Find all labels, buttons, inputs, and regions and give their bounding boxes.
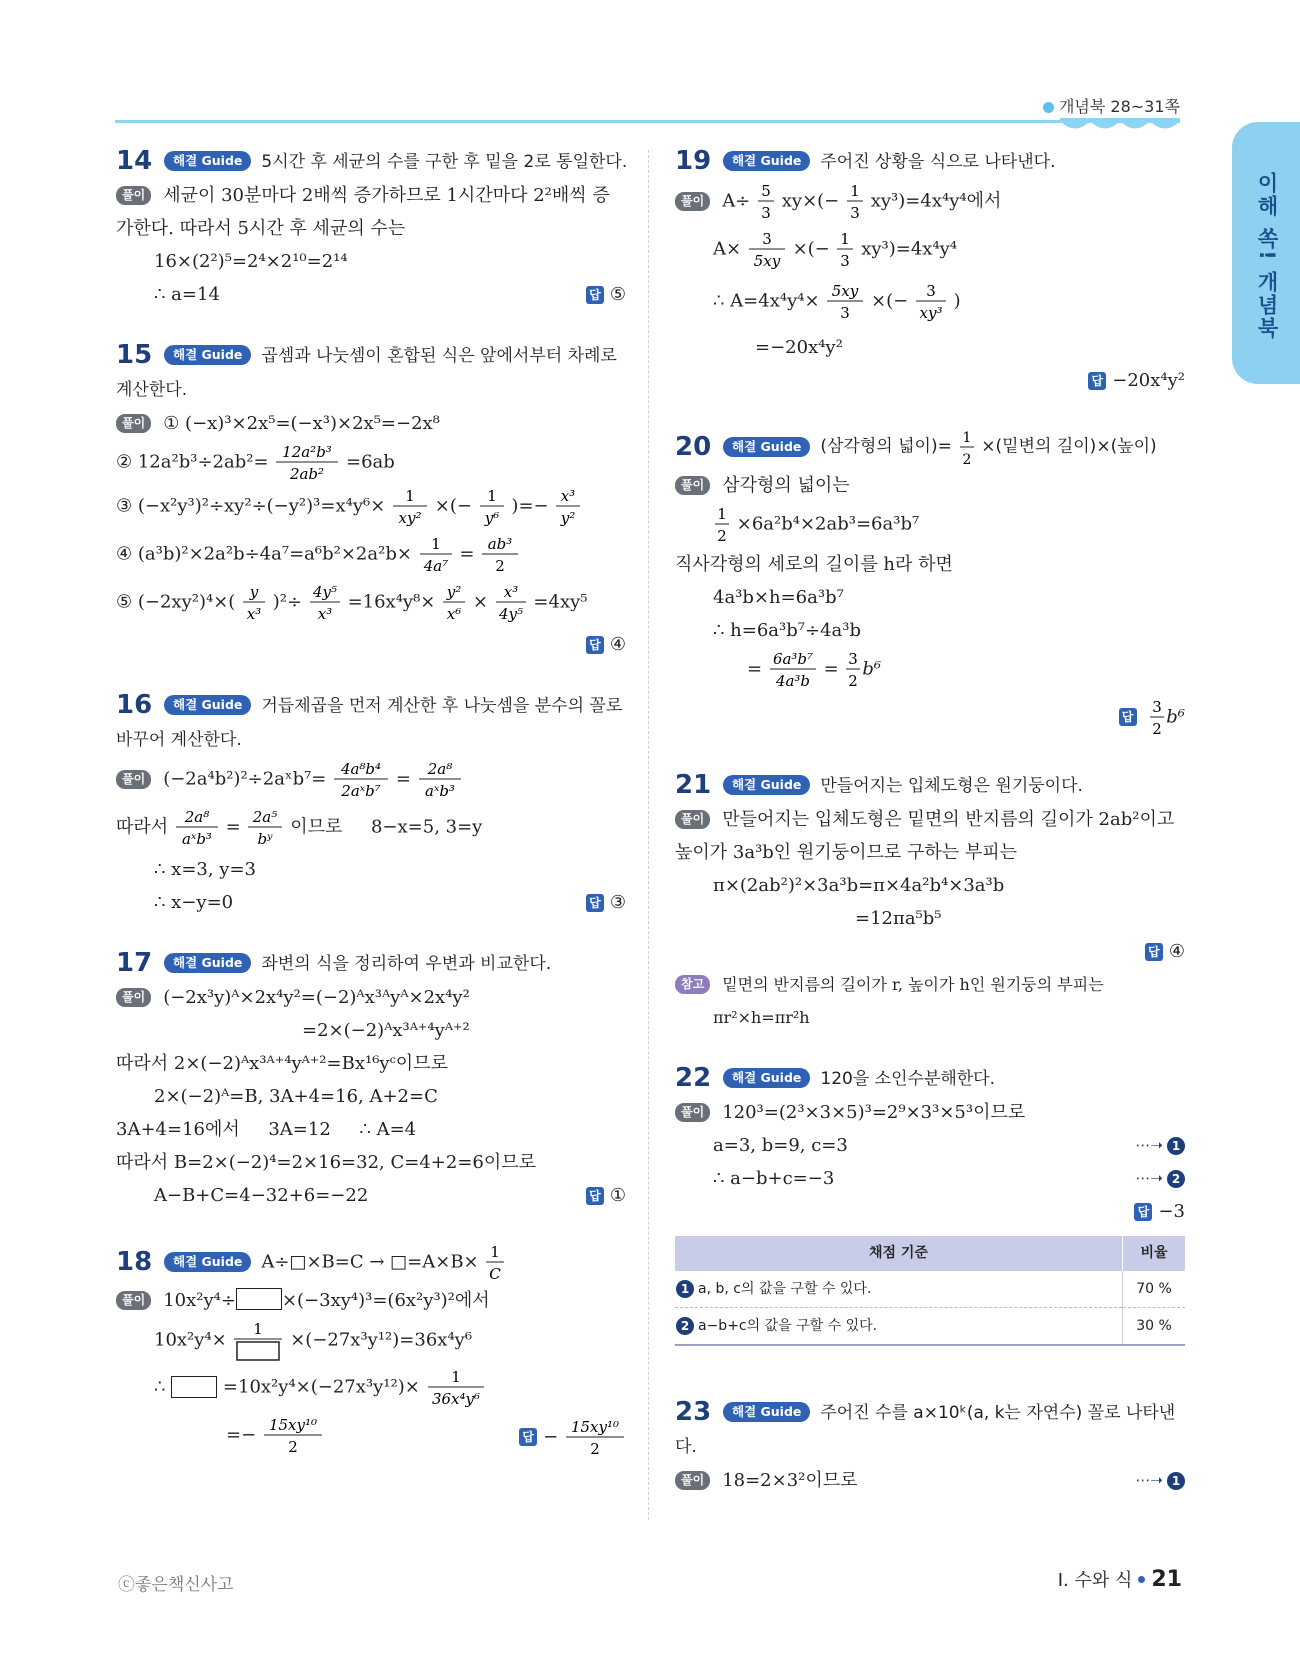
- guide-text: A÷□×B=C → □=A×B×: [261, 1251, 479, 1273]
- answer: 답 −3: [1134, 1195, 1185, 1228]
- fraction: [332, 757, 390, 801]
- guide-badge: 해결 Guide: [164, 151, 251, 171]
- solution-line: (−2a⁴b²)²÷2aˣb⁷=: [163, 768, 327, 790]
- page-footer: [1058, 1566, 1182, 1592]
- note-line: πr²×h=πr²h: [713, 1008, 810, 1027]
- solution-line: 따라서 2×(−2)ᴬx³ᴬ⁺⁴yᴬ⁺²=Bx¹⁶yᶜ이므로: [116, 1053, 448, 1074]
- answer-badge: 답: [519, 1428, 537, 1446]
- problem-21: [675, 769, 1185, 1034]
- solution-line: =6ab: [346, 451, 395, 473]
- solution-badge: 풀이: [675, 810, 710, 829]
- problem-14: [116, 145, 626, 311]
- svg-text:12a²b³: 12a²b³: [282, 443, 333, 461]
- solution-line: ×(−: [871, 290, 909, 312]
- solution-line: ③ (−x²y³)²÷xy²÷(−y²)³=x⁴y⁶×: [116, 495, 386, 517]
- svg-text:4a³b: 4a³b: [775, 672, 810, 690]
- fraction: [418, 532, 454, 576]
- svg-text:1: 1: [450, 1368, 461, 1386]
- svg-text:1: 1: [840, 230, 851, 248]
- svg-text:2a⁵: 2a⁵: [253, 808, 278, 826]
- solution-line: ×6a²b⁴×2ab³=6a³b⁷: [736, 513, 920, 535]
- guide-text: 거듭제곱을 먼저 계산한 후 나눗셈을 분수의 꼴로 바꾸어 계산한다.: [116, 696, 623, 750]
- svg-text:2ab²: 2ab²: [290, 465, 325, 483]
- solution-line: =: [823, 658, 839, 680]
- guide-badge: 해결 Guide: [164, 695, 251, 715]
- fraction: [835, 227, 855, 271]
- side-tab: [1232, 122, 1300, 384]
- fraction: [747, 227, 787, 271]
- svg-text:1: 1: [253, 1320, 264, 1338]
- svg-text:3: 3: [762, 230, 772, 248]
- solution-badge: 풀이: [675, 476, 710, 495]
- problem-number: 18: [116, 1246, 153, 1277]
- fraction: [825, 279, 865, 323]
- problem-number: 23: [675, 1397, 712, 1427]
- fraction: [274, 440, 340, 484]
- note-line: 밑면의 반지름의 길이가 r, 높이가 h인 원기둥의 부피는: [722, 975, 1104, 994]
- guide-text: 곱셈과 나눗셈이 혼합된 식은 앞에서부터 차례로 계산한다.: [116, 346, 617, 400]
- guide-text: 만들어지는 입체도형은 원기둥이다.: [820, 776, 1083, 796]
- grading-table: [675, 1236, 1185, 1346]
- solution-line: ∴ h=6a³b⁷÷4a³b: [713, 620, 861, 641]
- bullet-icon: [1138, 1576, 1145, 1583]
- solution-line: ×(−: [792, 238, 830, 260]
- solution-badge: 풀이: [675, 1103, 710, 1122]
- solution-line: =: [459, 543, 475, 565]
- svg-text:y: y: [249, 583, 259, 601]
- solution-line: ∴ x−y=0: [154, 892, 234, 913]
- solution-line: A×: [713, 238, 742, 260]
- svg-text:5xy: 5xy: [753, 252, 781, 270]
- step-marker: ⋯➝ 2: [1135, 1162, 1185, 1195]
- fraction: [845, 179, 865, 223]
- guide-text: (삼각형의 넓이)=: [820, 436, 952, 457]
- solution-badge: 풀이: [675, 192, 710, 211]
- fraction: [426, 1365, 486, 1409]
- answer-badge: 답: [586, 1187, 604, 1205]
- guide-badge: 해결 Guide: [723, 775, 810, 795]
- solution-line: 10x²y⁴×: [154, 1329, 227, 1351]
- guide-badge: 해결 Guide: [723, 1402, 810, 1422]
- svg-text:y²: y²: [561, 509, 576, 527]
- answer: 답 ③: [586, 886, 626, 919]
- solution-line: 18=2×3²이므로: [722, 1470, 858, 1491]
- step-marker: ⋯➝ 1: [1135, 1464, 1185, 1497]
- svg-text:1: 1: [717, 505, 727, 523]
- svg-text:4a⁸b⁴: 4a⁸b⁴: [341, 760, 382, 778]
- solution-line: 직사각형의 세로의 길이를 h라 하면: [675, 554, 953, 575]
- solution-line: 2×(−2)ᴬ=B, 3A+4=16, A+2=C: [154, 1086, 438, 1107]
- svg-text:3: 3: [850, 204, 860, 222]
- fraction: [174, 805, 220, 849]
- publisher: ⓒ좋은책신사고: [118, 1575, 234, 1595]
- solution-line: ): [953, 290, 961, 312]
- fraction: [441, 580, 467, 624]
- problem-number: 19: [675, 146, 712, 176]
- solution-badge: 풀이: [116, 770, 151, 789]
- svg-text:2: 2: [717, 527, 727, 545]
- problem-number: 21: [675, 770, 712, 800]
- fraction: [1148, 695, 1166, 739]
- fraction: [713, 502, 731, 546]
- svg-text:xy³: xy³: [919, 304, 943, 322]
- problem-number: 22: [675, 1063, 712, 1093]
- wave-decoration-icon: [1060, 118, 1180, 136]
- solution-line: 4a³b×h=6a³b⁷: [713, 587, 844, 608]
- problem-19: [675, 145, 1185, 397]
- solution-line: ×(−27x³y¹²)=36x⁴y⁶: [290, 1329, 473, 1351]
- solution-line: =2×(−2)ᴬx³ᴬ⁺⁴yᴬ⁺²: [302, 1020, 470, 1041]
- svg-text:xy²: xy²: [398, 509, 422, 527]
- table-cell: 30 %: [1123, 1308, 1186, 1346]
- solution-line: 따라서 B=2×(−2)⁴=2×16=32, C=4+2=6이므로: [116, 1152, 537, 1173]
- solution-line: )=−: [511, 495, 549, 517]
- svg-text:5: 5: [761, 182, 771, 200]
- svg-text:x³: x³: [246, 605, 262, 623]
- solution-line: A−B+C=4−32+6=−22: [154, 1185, 369, 1206]
- guide-text: 좌변의 식을 정리하여 우변과 비교한다.: [261, 954, 552, 974]
- answer: 답 ⑤: [586, 278, 626, 311]
- solution-line: =4xy⁵: [533, 591, 588, 613]
- guide-text: 주어진 수를 a×10ᵏ(a, k는 자연수) 꼴로 나타낸다.: [675, 1403, 1176, 1457]
- answer: 답 ①: [586, 1179, 626, 1212]
- svg-text:1: 1: [962, 430, 972, 446]
- solution-line: =10x²y⁴×(−27x³y¹²)×: [222, 1376, 420, 1398]
- solution-line: 이므로 8−x=5, 3=y: [290, 816, 483, 838]
- table-row: 1 a, b, c의 값을 구할 수 있다. 70 %: [675, 1271, 1185, 1308]
- table-header: 채점 기준: [675, 1236, 1123, 1271]
- answer-badge: 답: [586, 894, 604, 912]
- solution-line: =−: [226, 1424, 257, 1446]
- blank-box: [171, 1376, 217, 1398]
- solution-line: b⁶: [862, 658, 882, 680]
- solution-line: ④ (a³b)²×2a²b÷4a⁷=a⁶b²×2a²b×: [116, 543, 412, 565]
- problem-16: [116, 689, 626, 919]
- problem-22: [675, 1062, 1185, 1346]
- fraction: [308, 580, 342, 624]
- solution-line: ∴ a=14: [154, 284, 220, 305]
- solution-line: =: [225, 816, 241, 838]
- table-cell: 70 %: [1123, 1271, 1186, 1308]
- page-number: 21: [1151, 1567, 1182, 1592]
- solution-line: ∴ x=3, y=3: [154, 859, 257, 880]
- answer-badge: 답: [586, 636, 604, 654]
- guide-text: 120을 소인수분해한다.: [820, 1069, 996, 1089]
- blank-box: [236, 1288, 282, 1310]
- fraction: [844, 647, 862, 691]
- solution-line: ② 12a²b³÷2ab²=: [116, 451, 269, 473]
- fraction: [241, 580, 267, 624]
- svg-text:2: 2: [1152, 720, 1163, 738]
- problem-number: 15: [116, 340, 153, 370]
- svg-text:3: 3: [840, 304, 851, 322]
- section-title: Ⅰ. 수와 식: [1057, 1570, 1133, 1591]
- solution-line: =16x⁴y⁸×: [347, 591, 436, 613]
- svg-text:3: 3: [848, 650, 859, 668]
- solution-line: 3A+4=16에서 3A=12 ∴ A=4: [116, 1119, 417, 1140]
- solution-badge: 풀이: [116, 186, 151, 205]
- page-header: [115, 88, 1180, 148]
- solution-line: )²÷: [272, 591, 303, 613]
- guide-badge: 해결 Guide: [723, 1068, 810, 1088]
- problem-23: [675, 1396, 1185, 1497]
- guide-badge: 해결 Guide: [723, 151, 810, 171]
- svg-text:4a⁷: 4a⁷: [423, 557, 448, 575]
- solution-line: xy³)=4x⁴y⁴: [861, 238, 958, 260]
- answer: 답 ④: [1145, 935, 1185, 968]
- svg-text:3: 3: [840, 252, 851, 270]
- right-column: [675, 145, 1185, 1525]
- svg-text:x³: x³: [561, 487, 576, 505]
- answer: 답 3 2 b⁶: [1119, 695, 1185, 739]
- answer-badge: 답: [1088, 372, 1106, 390]
- page-reference: 개념북 28~31쪽: [1043, 94, 1180, 117]
- svg-text:1: 1: [486, 487, 497, 505]
- svg-text:bʸ: bʸ: [258, 830, 273, 848]
- solution-line: =: [747, 658, 763, 680]
- answer-badge: 답: [1119, 708, 1137, 726]
- svg-text:y²: y²: [446, 583, 462, 601]
- solution-line: π×(2ab²)²×3a³b=π×4a²b⁴×3a³b: [713, 875, 1005, 896]
- svg-text:36x⁴y⁶: 36x⁴y⁶: [431, 1390, 480, 1408]
- svg-text:2: 2: [288, 1438, 298, 1456]
- problem-18: [116, 1240, 626, 1461]
- solution-line: 10x²y⁴÷: [163, 1290, 236, 1311]
- svg-text:3: 3: [1152, 698, 1163, 716]
- svg-text:5xy: 5xy: [832, 282, 859, 300]
- fraction: [417, 757, 463, 801]
- solution-line: ⑤ (−2xy²)⁴×(: [116, 591, 236, 613]
- reference-badge: 참고: [675, 975, 710, 994]
- solution-line: 삼각형의 넓이는: [722, 475, 850, 496]
- svg-text:2a⁸: 2a⁸: [184, 808, 210, 826]
- fraction: [756, 179, 776, 223]
- svg-text:aˣb³: aˣb³: [181, 830, 212, 848]
- left-column: [116, 145, 626, 1489]
- guide-badge: 해결 Guide: [164, 953, 251, 973]
- fraction: [391, 484, 429, 528]
- fraction: [262, 1413, 324, 1457]
- header-rule: [115, 120, 1180, 123]
- svg-text:4y⁵: 4y⁵: [498, 605, 523, 623]
- fraction: [246, 805, 284, 849]
- solution-line: (−2x³y)ᴬ×2x⁴y²=(−2)ᴬx³ᴬyᴬ×2x⁴y²: [163, 987, 470, 1008]
- svg-text:15xy¹⁰: 15xy¹⁰: [570, 1418, 620, 1436]
- fraction: [554, 484, 582, 528]
- guide-text: ×(밑변의 길이)×(높이): [981, 436, 1157, 457]
- solution-line: =: [395, 768, 411, 790]
- solution-line: xy³)=4x⁴y⁴에서: [870, 190, 1002, 212]
- svg-text:x³: x³: [317, 605, 333, 623]
- solution-badge: 풀이: [116, 1291, 151, 1310]
- answer-badge: 답: [1134, 1203, 1152, 1221]
- svg-text:x³: x³: [503, 583, 518, 601]
- svg-text:x⁶: x⁶: [446, 605, 462, 623]
- svg-text:2: 2: [962, 452, 972, 468]
- answer: 답 − 15xy¹⁰ 2: [519, 1415, 626, 1459]
- svg-text:2: 2: [495, 557, 506, 575]
- solution-line: ×(−3xy⁴)³=(6x²y³)²에서: [281, 1290, 490, 1311]
- svg-text:6a³b⁷: 6a³b⁷: [772, 650, 813, 668]
- svg-text:ab³: ab³: [487, 535, 513, 553]
- fraction: [478, 484, 506, 528]
- svg-text:y⁶: y⁶: [484, 509, 499, 527]
- fraction: [564, 1415, 626, 1459]
- table-header: 비율: [1123, 1236, 1186, 1271]
- solution-line: 세균이 30분마다 2배씩 증가하므로 1시간마다 2²배씩 증가한다. 따라서 5시간 후 세균의 수는: [116, 185, 610, 239]
- solution-line: ×(−: [434, 495, 472, 517]
- svg-text:3: 3: [926, 282, 936, 300]
- svg-text:2: 2: [590, 1440, 600, 1458]
- svg-text:C: C: [489, 1265, 502, 1283]
- problem-20: [675, 425, 1185, 741]
- step-marker: ⋯➝ 1: [1135, 1129, 1185, 1162]
- problem-number: 17: [116, 948, 153, 978]
- problem-number: 20: [675, 431, 712, 462]
- answer: 답 ④: [586, 628, 626, 661]
- solution-line: 만들어지는 입체도형은 밑면의 반지름의 길이가 2ab²이고 높이가 3a³b인 원기둥이므로 구하는 부피는: [675, 809, 1175, 863]
- svg-text:aˣb³: aˣb³: [424, 782, 455, 800]
- solution-line: 120³=(2³×3×5)³=2⁹×3³×5³이므로: [722, 1102, 1026, 1123]
- solution-badge: 풀이: [116, 988, 151, 1007]
- table-cell: a−b+c의 값을 구할 수 있다.: [698, 1318, 878, 1334]
- svg-text:1: 1: [850, 182, 860, 200]
- fraction: [914, 279, 948, 323]
- svg-text:2a⁸: 2a⁸: [427, 760, 452, 778]
- solution-line: a=3, b=9, c=3: [713, 1135, 848, 1156]
- guide-text: 주어진 상황을 식으로 나타낸다.: [820, 152, 1056, 172]
- side-tab-label: 이해 쏙! 개념북: [1255, 172, 1279, 341]
- svg-text:15xy¹⁰: 15xy¹⁰: [268, 1416, 317, 1434]
- solution-line: ×: [472, 591, 488, 613]
- svg-text:2: 2: [848, 672, 859, 690]
- table-cell: a, b, c의 값을 구할 수 있다.: [698, 1281, 872, 1297]
- problem-number: 14: [116, 146, 153, 176]
- solution-line: A÷: [722, 190, 751, 212]
- svg-text:2aˣb⁷: 2aˣb⁷: [341, 782, 381, 800]
- svg-text:1: 1: [405, 487, 415, 505]
- column-divider: [648, 150, 649, 1520]
- problem-number: 16: [116, 690, 153, 720]
- bullet-icon: [1043, 102, 1054, 113]
- solution-line: ∴ a−b+c=−3: [713, 1168, 835, 1189]
- svg-text:1: 1: [430, 535, 441, 553]
- guide-badge: 해결 Guide: [164, 1252, 251, 1272]
- fraction: [232, 1317, 284, 1363]
- fraction: [484, 1240, 506, 1284]
- solution-line: ∴: [154, 1376, 166, 1398]
- fraction: [958, 425, 976, 469]
- fraction: [494, 580, 528, 624]
- solution-badge: 풀이: [675, 1471, 710, 1490]
- guide-text: 5시간 후 세균의 수를 구한 후 밑을 2로 통일한다.: [261, 152, 628, 172]
- solution-line: 16×(2²)⁵=2⁴×2¹⁰=2¹⁴: [154, 251, 348, 272]
- guide-badge: 해결 Guide: [723, 437, 810, 457]
- problem-17: [116, 947, 626, 1212]
- solution-line: 따라서: [116, 816, 169, 838]
- svg-text:1: 1: [490, 1243, 501, 1261]
- answer-badge: 답: [586, 286, 604, 304]
- solution-line: =12πa⁵b⁵: [855, 908, 942, 929]
- fraction: [480, 532, 520, 576]
- fraction: [768, 647, 818, 691]
- solution-line: ∴ A=4x⁴y⁴×: [713, 290, 820, 312]
- table-row: 2 a−b+c의 값을 구할 수 있다. 30 %: [675, 1308, 1185, 1346]
- solution-line: xy×(−: [781, 190, 840, 212]
- guide-badge: 해결 Guide: [164, 345, 251, 365]
- problem-15: [116, 339, 626, 661]
- solution-badge: 풀이: [116, 414, 151, 433]
- svg-text:4y⁵: 4y⁵: [312, 583, 337, 601]
- svg-text:3: 3: [761, 204, 771, 222]
- answer-badge: 답: [1145, 943, 1163, 961]
- answer: 답 −20x⁴y²: [1088, 364, 1185, 397]
- solution-line: =−20x⁴y²: [755, 337, 843, 358]
- solution-line: ① (−x)³×2x⁵=(−x³)×2x⁵=−2x⁸: [163, 413, 440, 434]
